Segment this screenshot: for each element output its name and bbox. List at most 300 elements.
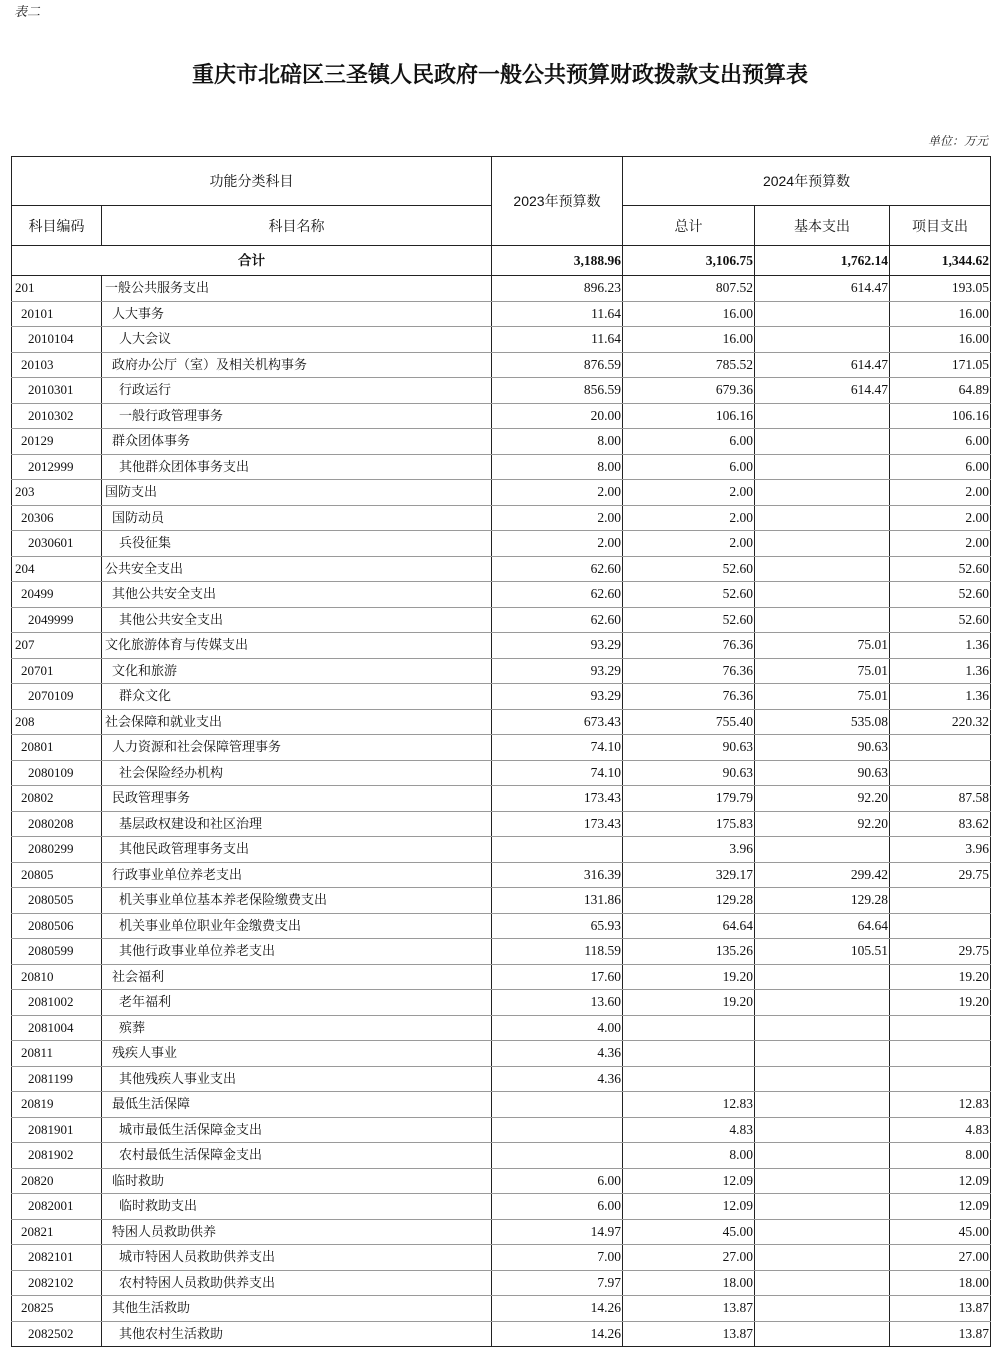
- row-total: 64.64: [623, 913, 755, 939]
- row-name: 农村特困人员救助供养支出: [102, 1270, 492, 1296]
- row-project: 2.00: [890, 480, 991, 506]
- row-name: 特困人员救助供养: [102, 1219, 492, 1245]
- row-code: 20103: [12, 352, 102, 378]
- row-budget-2023: 93.29: [492, 684, 623, 710]
- row-code: 20306: [12, 505, 102, 531]
- row-total: 3.96: [623, 837, 755, 863]
- row-basic: [755, 1219, 890, 1245]
- row-total: 90.63: [623, 760, 755, 786]
- row-total: 679.36: [623, 378, 755, 404]
- row-budget-2023: 62.60: [492, 607, 623, 633]
- row-code: 20821: [12, 1219, 102, 1245]
- row-name: 其他民政管理事务支出: [102, 837, 492, 863]
- row-total: 179.79: [623, 786, 755, 812]
- row-name: 兵役征集: [102, 531, 492, 557]
- row-basic: [755, 1321, 890, 1347]
- row-basic: [755, 1015, 890, 1041]
- table-label: 表二: [14, 4, 41, 19]
- row-code: 2080109: [12, 760, 102, 786]
- table-row: [12, 760, 991, 786]
- row-total: 12.09: [623, 1168, 755, 1194]
- row-code: 2081902: [12, 1143, 102, 1169]
- row-total: 52.60: [623, 582, 755, 608]
- row-budget-2023: 14.26: [492, 1321, 623, 1347]
- row-code: 20811: [12, 1041, 102, 1067]
- table-row: [12, 327, 991, 353]
- row-name: 公共安全支出: [102, 556, 492, 582]
- row-budget-2023: 8.00: [492, 454, 623, 480]
- row-project: 193.05: [890, 276, 991, 302]
- row-basic: [755, 1143, 890, 1169]
- row-name: 民政管理事务: [102, 786, 492, 812]
- row-name: 人大会议: [102, 327, 492, 353]
- table-row: [12, 505, 991, 531]
- row-budget-2023: 896.23: [492, 276, 623, 302]
- row-project: [890, 913, 991, 939]
- row-basic: 92.20: [755, 811, 890, 837]
- row-name: 残疾人事业: [102, 1041, 492, 1067]
- table-row: [12, 1296, 991, 1322]
- row-project: 12.83: [890, 1092, 991, 1118]
- header-functional-classification: 功能分类科目: [12, 157, 492, 206]
- summary-total: 3,106.75: [623, 246, 755, 276]
- row-project: 1.36: [890, 658, 991, 684]
- row-code: 20801: [12, 735, 102, 761]
- row-basic: 90.63: [755, 735, 890, 761]
- row-budget-2023: 118.59: [492, 939, 623, 965]
- row-code: 20825: [12, 1296, 102, 1322]
- table-row: [12, 378, 991, 404]
- table-row: [12, 403, 991, 429]
- row-name: 文化旅游体育与传媒支出: [102, 633, 492, 659]
- row-budget-2023: 4.36: [492, 1041, 623, 1067]
- row-basic: [755, 429, 890, 455]
- row-code: 2080505: [12, 888, 102, 914]
- row-code: 20499: [12, 582, 102, 608]
- header-basic: 基本支出: [755, 206, 890, 246]
- row-budget-2023: 17.60: [492, 964, 623, 990]
- table-row: [12, 990, 991, 1016]
- row-budget-2023: 173.43: [492, 811, 623, 837]
- table-row: [12, 1015, 991, 1041]
- table-row: [12, 939, 991, 965]
- row-code: 2081199: [12, 1066, 102, 1092]
- row-budget-2023: 876.59: [492, 352, 623, 378]
- table-row: [12, 633, 991, 659]
- row-total: 4.83: [623, 1117, 755, 1143]
- table-row: [12, 531, 991, 557]
- header-code: 科目编码: [12, 206, 102, 246]
- row-budget-2023: 7.97: [492, 1270, 623, 1296]
- row-budget-2023: 8.00: [492, 429, 623, 455]
- row-project: 87.58: [890, 786, 991, 812]
- row-total: [623, 1015, 755, 1041]
- row-project: 27.00: [890, 1245, 991, 1271]
- row-basic: [755, 1296, 890, 1322]
- row-budget-2023: 4.36: [492, 1066, 623, 1092]
- row-code: 20820: [12, 1168, 102, 1194]
- table-row: [12, 913, 991, 939]
- row-total: 45.00: [623, 1219, 755, 1245]
- row-total: 785.52: [623, 352, 755, 378]
- row-project: [890, 888, 991, 914]
- row-total: 807.52: [623, 276, 755, 302]
- row-name: 一般行政管理事务: [102, 403, 492, 429]
- row-project: 64.89: [890, 378, 991, 404]
- row-name: 群众团体事务: [102, 429, 492, 455]
- row-total: 2.00: [623, 531, 755, 557]
- row-name: 最低生活保障: [102, 1092, 492, 1118]
- row-name: 其他残疾人事业支出: [102, 1066, 492, 1092]
- row-basic: [755, 1194, 890, 1220]
- row-total: 12.09: [623, 1194, 755, 1220]
- row-basic: [755, 1092, 890, 1118]
- row-budget-2023: 14.26: [492, 1296, 623, 1322]
- row-total: 16.00: [623, 327, 755, 353]
- row-project: 29.75: [890, 862, 991, 888]
- row-total: 12.83: [623, 1092, 755, 1118]
- row-code: 2081901: [12, 1117, 102, 1143]
- row-budget-2023: 131.86: [492, 888, 623, 914]
- row-project: 1.36: [890, 684, 991, 710]
- row-project: 106.16: [890, 403, 991, 429]
- row-name: 农村最低生活保障金支出: [102, 1143, 492, 1169]
- row-name: 一般公共服务支出: [102, 276, 492, 302]
- row-name: 国防支出: [102, 480, 492, 506]
- unit-label: 单位：万元: [927, 134, 988, 148]
- row-code: 2070109: [12, 684, 102, 710]
- row-basic: [755, 505, 890, 531]
- row-project: 13.87: [890, 1321, 991, 1347]
- row-basic: 92.20: [755, 786, 890, 812]
- row-code: 20810: [12, 964, 102, 990]
- table-row: [12, 480, 991, 506]
- row-name: 机关事业单位基本养老保险缴费支出: [102, 888, 492, 914]
- table-row: [12, 888, 991, 914]
- row-basic: 614.47: [755, 352, 890, 378]
- row-total: 129.28: [623, 888, 755, 914]
- row-project: 13.87: [890, 1296, 991, 1322]
- row-project: [890, 735, 991, 761]
- row-code: 2081004: [12, 1015, 102, 1041]
- row-total: [623, 1066, 755, 1092]
- row-basic: 299.42: [755, 862, 890, 888]
- row-name: 其他生活救助: [102, 1296, 492, 1322]
- row-basic: [755, 1245, 890, 1271]
- header-name: 科目名称: [102, 206, 492, 246]
- row-project: 52.60: [890, 582, 991, 608]
- row-name: 社会保障和就业支出: [102, 709, 492, 735]
- row-basic: 75.01: [755, 658, 890, 684]
- row-project: 52.60: [890, 607, 991, 633]
- row-total: 329.17: [623, 862, 755, 888]
- row-name: 社会保险经办机构: [102, 760, 492, 786]
- table-row: [12, 1321, 991, 1347]
- row-total: 755.40: [623, 709, 755, 735]
- header-project: 项目支出: [890, 206, 991, 246]
- summary-budget-2023: 3,188.96: [492, 246, 623, 276]
- row-project: 2.00: [890, 505, 991, 531]
- row-basic: 75.01: [755, 684, 890, 710]
- row-basic: [755, 607, 890, 633]
- row-basic: [755, 556, 890, 582]
- row-project: 45.00: [890, 1219, 991, 1245]
- row-code: 203: [12, 480, 102, 506]
- row-budget-2023: 4.00: [492, 1015, 623, 1041]
- row-project: 19.20: [890, 964, 991, 990]
- header-budget-2024: 2024年预算数: [623, 157, 991, 206]
- table-row: [12, 352, 991, 378]
- row-total: 76.36: [623, 684, 755, 710]
- row-code: 204: [12, 556, 102, 582]
- row-project: 220.32: [890, 709, 991, 735]
- row-basic: [755, 1270, 890, 1296]
- row-budget-2023: 11.64: [492, 301, 623, 327]
- row-budget-2023: 93.29: [492, 633, 623, 659]
- table-row: [12, 1143, 991, 1169]
- row-code: 20101: [12, 301, 102, 327]
- row-basic: 614.47: [755, 378, 890, 404]
- row-budget-2023: [492, 1143, 623, 1169]
- row-name: 临时救助: [102, 1168, 492, 1194]
- row-basic: [755, 1168, 890, 1194]
- table-row: [12, 454, 991, 480]
- row-project: 6.00: [890, 454, 991, 480]
- row-basic: [755, 454, 890, 480]
- row-project: [890, 760, 991, 786]
- table-row: [12, 607, 991, 633]
- row-code: 2080506: [12, 913, 102, 939]
- row-budget-2023: 2.00: [492, 505, 623, 531]
- row-basic: [755, 327, 890, 353]
- row-total: 18.00: [623, 1270, 755, 1296]
- row-budget-2023: 856.59: [492, 378, 623, 404]
- row-total: 2.00: [623, 480, 755, 506]
- table-row: [12, 1092, 991, 1118]
- row-total: 2.00: [623, 505, 755, 531]
- row-budget-2023: 13.60: [492, 990, 623, 1016]
- table-row: [12, 301, 991, 327]
- table-row: [12, 1066, 991, 1092]
- row-basic: 64.64: [755, 913, 890, 939]
- table-row: [12, 1219, 991, 1245]
- row-code: 2010104: [12, 327, 102, 353]
- row-basic: [755, 531, 890, 557]
- row-code: 201: [12, 276, 102, 302]
- row-code: 2030601: [12, 531, 102, 557]
- table-row: [12, 1194, 991, 1220]
- row-total: 135.26: [623, 939, 755, 965]
- table-row: [12, 556, 991, 582]
- table-row: [12, 709, 991, 735]
- row-code: 2010301: [12, 378, 102, 404]
- row-name: 群众文化: [102, 684, 492, 710]
- row-project: 12.09: [890, 1194, 991, 1220]
- table-row: [12, 582, 991, 608]
- row-project: 1.36: [890, 633, 991, 659]
- summary-project: 1,344.62: [890, 246, 991, 276]
- row-basic: [755, 964, 890, 990]
- row-basic: [755, 403, 890, 429]
- table-row: [12, 429, 991, 455]
- row-name: 机关事业单位职业年金缴费支出: [102, 913, 492, 939]
- row-budget-2023: 11.64: [492, 327, 623, 353]
- row-budget-2023: 62.60: [492, 582, 623, 608]
- row-project: 16.00: [890, 327, 991, 353]
- header-row-1: [12, 157, 991, 206]
- budget-table: [11, 156, 991, 1347]
- row-basic: 90.63: [755, 760, 890, 786]
- row-budget-2023: 20.00: [492, 403, 623, 429]
- table-row: [12, 786, 991, 812]
- row-code: 20819: [12, 1092, 102, 1118]
- table-row: [12, 658, 991, 684]
- row-project: 2.00: [890, 531, 991, 557]
- row-total: 76.36: [623, 658, 755, 684]
- row-total: 13.87: [623, 1321, 755, 1347]
- row-name: 其他公共安全支出: [102, 607, 492, 633]
- summary-row: [12, 246, 991, 276]
- row-basic: [755, 1041, 890, 1067]
- row-budget-2023: 6.00: [492, 1168, 623, 1194]
- row-code: 2082101: [12, 1245, 102, 1271]
- row-total: 6.00: [623, 454, 755, 480]
- row-code: 2082102: [12, 1270, 102, 1296]
- row-name: 国防动员: [102, 505, 492, 531]
- row-code: 2082502: [12, 1321, 102, 1347]
- row-project: 19.20: [890, 990, 991, 1016]
- row-budget-2023: 673.43: [492, 709, 623, 735]
- row-name: 文化和旅游: [102, 658, 492, 684]
- row-name: 社会福利: [102, 964, 492, 990]
- row-basic: [755, 480, 890, 506]
- row-project: 171.05: [890, 352, 991, 378]
- table-row: [12, 735, 991, 761]
- header-budget-2023: 2023年预算数: [492, 157, 623, 246]
- row-project: 18.00: [890, 1270, 991, 1296]
- row-name: 其他行政事业单位养老支出: [102, 939, 492, 965]
- row-project: 29.75: [890, 939, 991, 965]
- table-row: [12, 1041, 991, 1067]
- row-name: 行政运行: [102, 378, 492, 404]
- row-name: 人大事务: [102, 301, 492, 327]
- row-code: 2049999: [12, 607, 102, 633]
- row-project: 52.60: [890, 556, 991, 582]
- row-project: 6.00: [890, 429, 991, 455]
- row-total: 6.00: [623, 429, 755, 455]
- table-row: [12, 862, 991, 888]
- table-header: [12, 157, 991, 246]
- row-code: 2080299: [12, 837, 102, 863]
- row-budget-2023: 93.29: [492, 658, 623, 684]
- row-total: 175.83: [623, 811, 755, 837]
- row-basic: 105.51: [755, 939, 890, 965]
- row-name: 其他群众团体事务支出: [102, 454, 492, 480]
- row-budget-2023: 173.43: [492, 786, 623, 812]
- row-name: 行政事业单位养老支出: [102, 862, 492, 888]
- row-code: 2080599: [12, 939, 102, 965]
- row-total: 19.20: [623, 990, 755, 1016]
- row-basic: 129.28: [755, 888, 890, 914]
- row-name: 政府办公厅（室）及相关机构事务: [102, 352, 492, 378]
- row-code: 2080208: [12, 811, 102, 837]
- row-total: [623, 1041, 755, 1067]
- row-name: 城市最低生活保障金支出: [102, 1117, 492, 1143]
- row-name: 其他公共安全支出: [102, 582, 492, 608]
- row-basic: [755, 1066, 890, 1092]
- row-total: 52.60: [623, 607, 755, 633]
- row-budget-2023: 74.10: [492, 760, 623, 786]
- row-project: 4.83: [890, 1117, 991, 1143]
- table-row: [12, 276, 991, 302]
- table-row: [12, 1117, 991, 1143]
- row-name: 殡葬: [102, 1015, 492, 1041]
- row-name: 基层政权建设和社区治理: [102, 811, 492, 837]
- row-total: 76.36: [623, 633, 755, 659]
- row-budget-2023: 74.10: [492, 735, 623, 761]
- row-code: 2081002: [12, 990, 102, 1016]
- row-name: 其他农村生活救助: [102, 1321, 492, 1347]
- row-project: 8.00: [890, 1143, 991, 1169]
- row-code: 2010302: [12, 403, 102, 429]
- row-basic: [755, 301, 890, 327]
- row-total: 16.00: [623, 301, 755, 327]
- table-row: [12, 1245, 991, 1271]
- row-basic: 75.01: [755, 633, 890, 659]
- row-budget-2023: 2.00: [492, 531, 623, 557]
- row-code: 2012999: [12, 454, 102, 480]
- table-row: [12, 837, 991, 863]
- row-budget-2023: 316.39: [492, 862, 623, 888]
- row-budget-2023: 65.93: [492, 913, 623, 939]
- table-row: [12, 1168, 991, 1194]
- row-code: 207: [12, 633, 102, 659]
- page-title: 重庆市北碚区三圣镇人民政府一般公共预算财政拨款支出预算表: [191, 62, 808, 88]
- summary-basic: 1,762.14: [755, 246, 890, 276]
- row-project: 83.62: [890, 811, 991, 837]
- summary-label: 合计: [12, 246, 492, 276]
- header-total: 总计: [623, 206, 755, 246]
- row-total: 52.60: [623, 556, 755, 582]
- row-basic: [755, 837, 890, 863]
- row-total: 90.63: [623, 735, 755, 761]
- row-basic: [755, 990, 890, 1016]
- row-project: 16.00: [890, 301, 991, 327]
- row-project: 12.09: [890, 1168, 991, 1194]
- row-project: [890, 1041, 991, 1067]
- row-budget-2023: 6.00: [492, 1194, 623, 1220]
- row-total: 8.00: [623, 1143, 755, 1169]
- row-budget-2023: 2.00: [492, 480, 623, 506]
- row-code: 20701: [12, 658, 102, 684]
- row-basic: [755, 1117, 890, 1143]
- row-project: [890, 1066, 991, 1092]
- table-row: [12, 684, 991, 710]
- row-basic: 614.47: [755, 276, 890, 302]
- row-basic: 535.08: [755, 709, 890, 735]
- row-project: [890, 1015, 991, 1041]
- row-name: 城市特困人员救助供养支出: [102, 1245, 492, 1271]
- row-code: 2082001: [12, 1194, 102, 1220]
- row-code: 20805: [12, 862, 102, 888]
- row-total: 13.87: [623, 1296, 755, 1322]
- table-body: [12, 246, 991, 1347]
- row-budget-2023: [492, 837, 623, 863]
- row-total: 106.16: [623, 403, 755, 429]
- row-project: 3.96: [890, 837, 991, 863]
- row-budget-2023: 7.00: [492, 1245, 623, 1271]
- row-budget-2023: 62.60: [492, 556, 623, 582]
